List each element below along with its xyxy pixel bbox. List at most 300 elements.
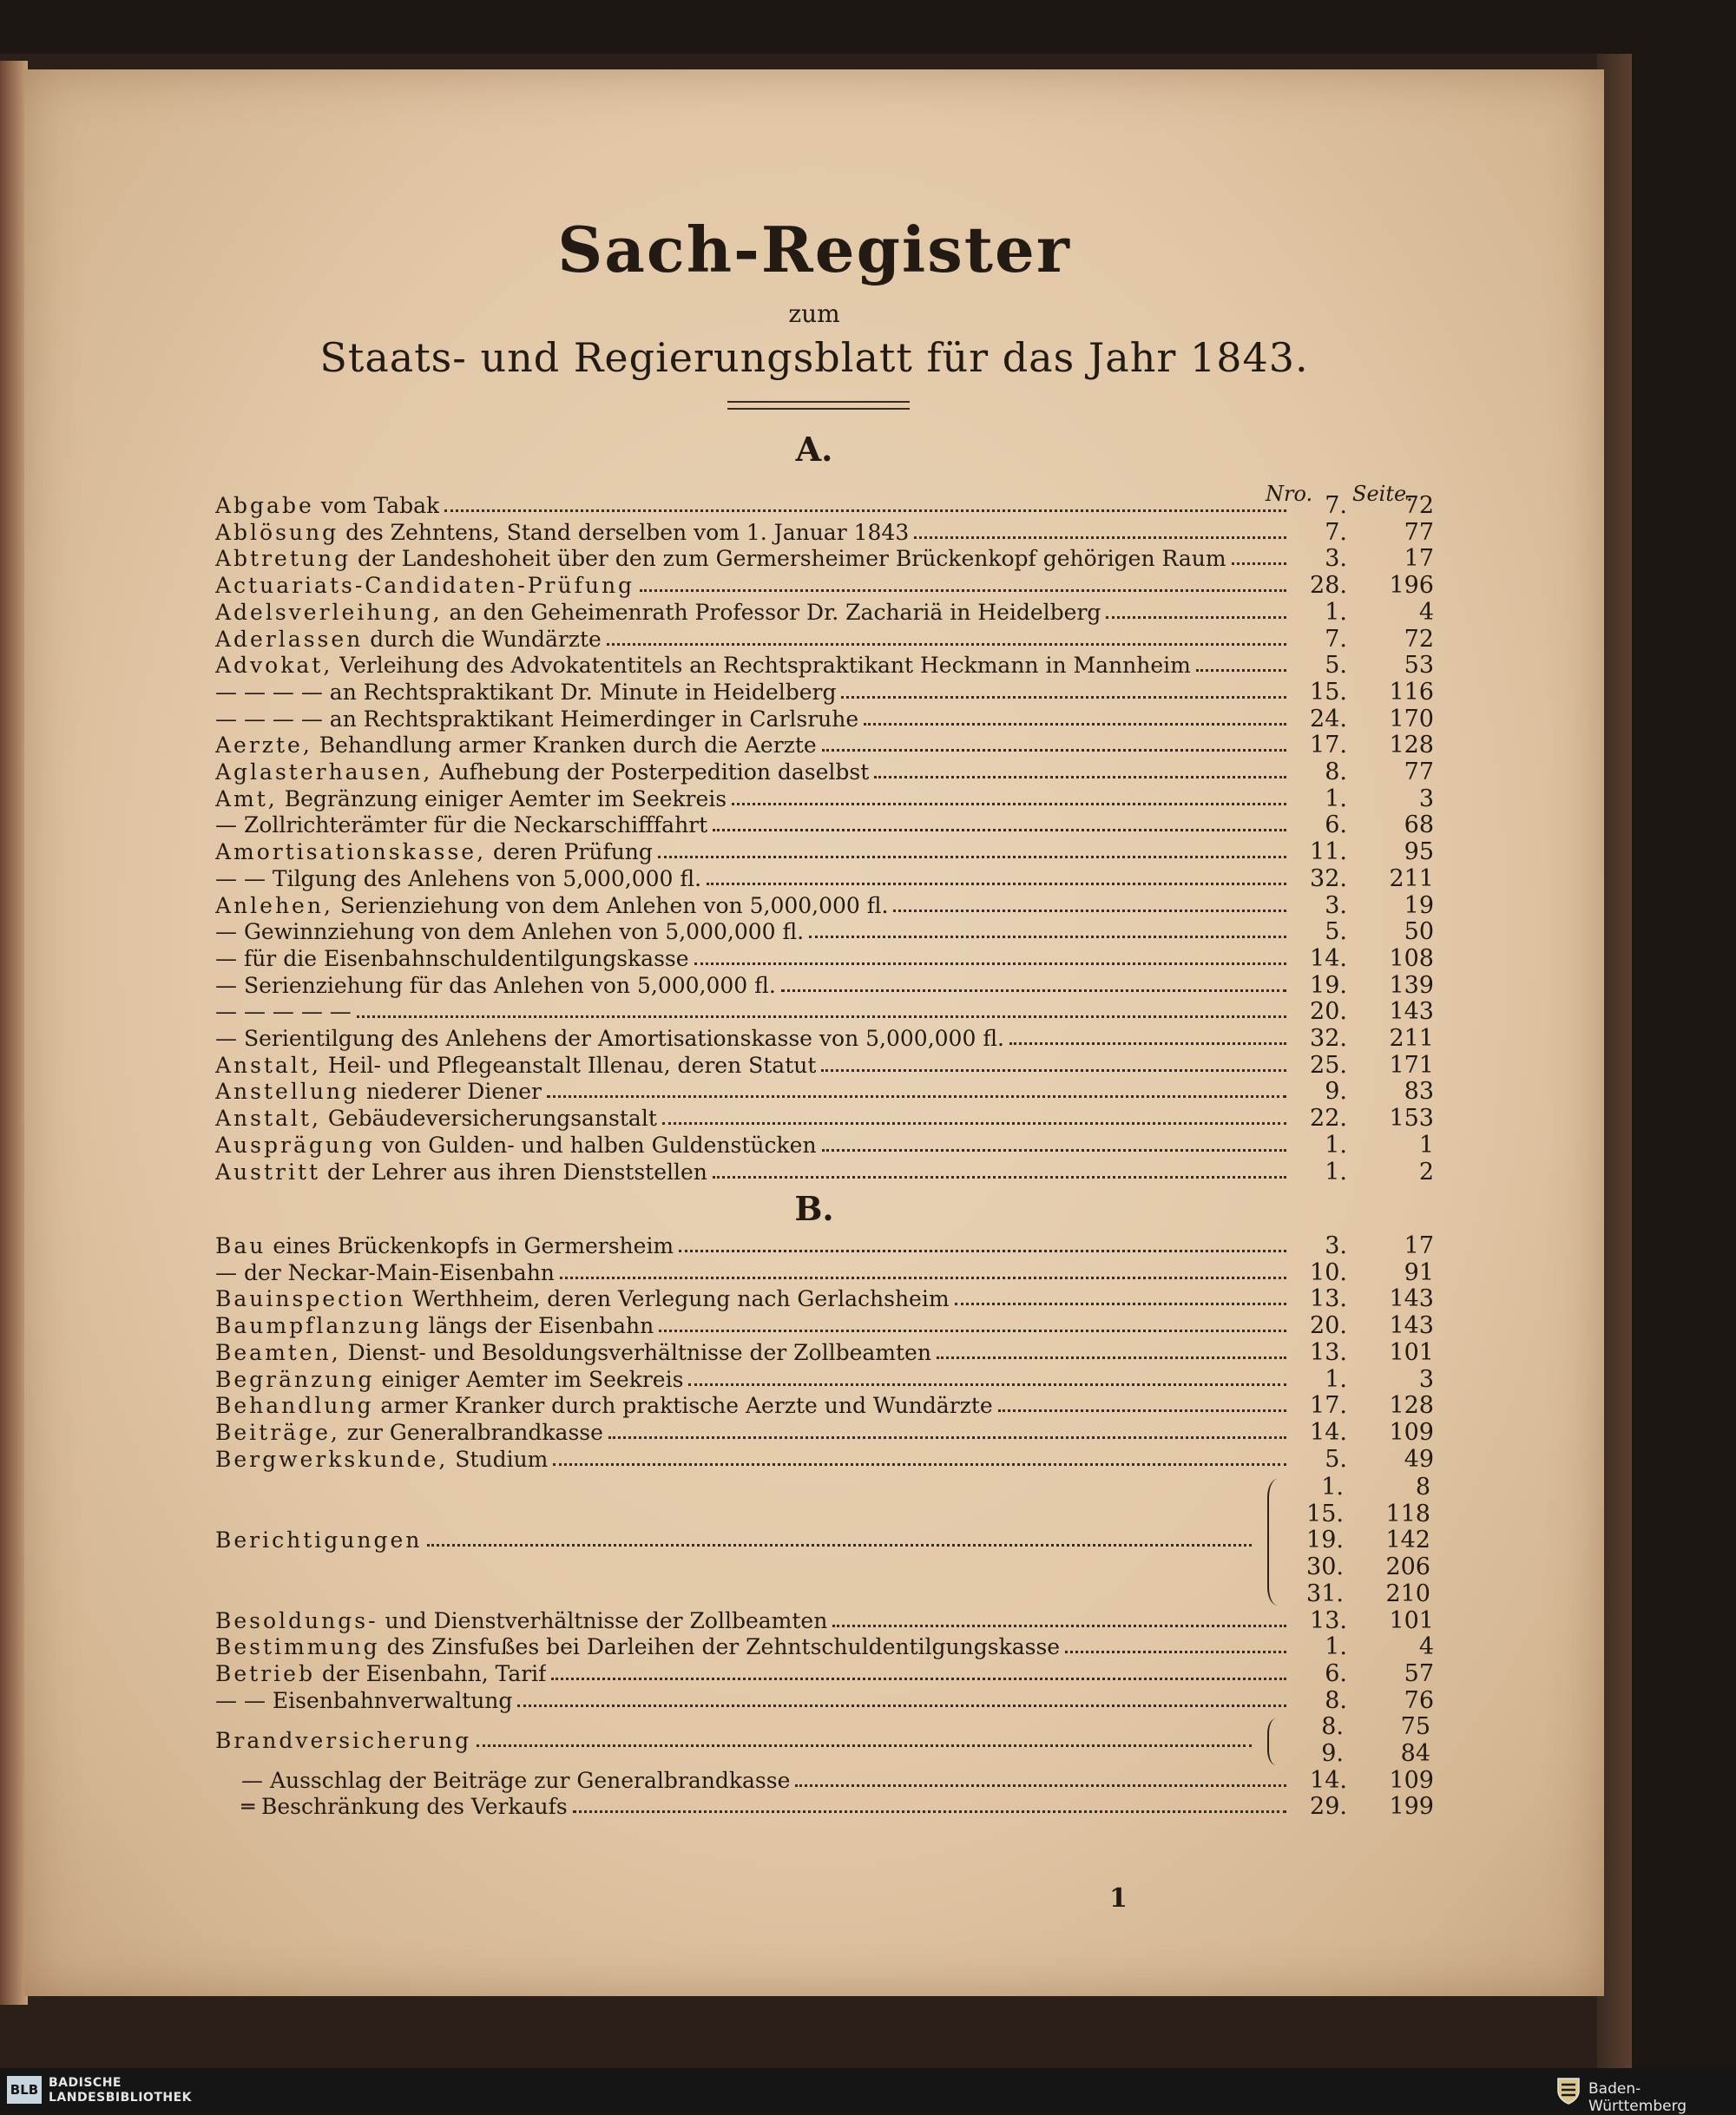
dot-leader (547, 1094, 1286, 1098)
dot-leader (955, 1302, 1286, 1305)
entry-page: 199 (1389, 1793, 1434, 1821)
entry-text (241, 1767, 790, 1794)
dot-leader (998, 1409, 1286, 1412)
entry-number: 32. (1310, 864, 1347, 892)
entry-page: 3 (1418, 1365, 1434, 1393)
entry-number: 1. (1325, 1633, 1347, 1661)
entry-page: 17 (1404, 1232, 1434, 1259)
register-entry (215, 1366, 1434, 1393)
entry-page: 101 (1389, 1606, 1434, 1634)
entry-description: — Serientilgung des Anlehens der Amortisationskasse von 5,000,000 fl. (215, 1026, 1004, 1051)
register-entry (215, 1633, 1434, 1660)
register-entry (215, 1312, 1434, 1339)
register-entry (215, 1607, 1434, 1634)
register-entry (215, 1025, 1434, 1052)
entry-number: 8. (1321, 1713, 1344, 1741)
entry-term: Behandlung (215, 1393, 374, 1419)
entry-page: 170 (1389, 705, 1434, 732)
entry-number: 13. (1310, 1285, 1347, 1313)
entry-term: Abtretung (215, 546, 352, 572)
entry-description: einiger Aemter im Seekreis (374, 1366, 684, 1392)
register-reference (1288, 1501, 1434, 1527)
section-letter-b: B. (794, 1189, 834, 1228)
entry-term: Abgabe (215, 493, 314, 518)
entry-number: 31. (1306, 1580, 1344, 1607)
entry-text (215, 545, 1226, 572)
dot-leader (662, 1121, 1286, 1125)
dot-leader (427, 1543, 1252, 1547)
entry-number: 32. (1310, 1025, 1347, 1052)
dot-leader (679, 1249, 1286, 1252)
entry-term: Aderlassen (215, 626, 364, 652)
entry-page: 101 (1389, 1338, 1434, 1366)
entry-term: Betrieb (215, 1660, 315, 1686)
entry-page: 109 (1389, 1418, 1434, 1446)
entry-number: 28. (1310, 572, 1347, 600)
dot-leader (821, 1068, 1286, 1072)
entry-description: vom Tabak (313, 493, 440, 518)
entry-description: durch die Wundärzte (363, 626, 602, 652)
entry-page: 206 (1385, 1553, 1430, 1581)
entry-page: 211 (1389, 1025, 1434, 1052)
register-entry (215, 1052, 1434, 1079)
dot-leader (893, 909, 1286, 912)
entry-number: 17. (1310, 1392, 1347, 1420)
entry-page: 4 (1418, 1633, 1434, 1661)
entry-term: Amortisationskasse, (215, 839, 487, 865)
entry-page: 196 (1389, 572, 1434, 600)
entry-page: 153 (1389, 1105, 1434, 1133)
entry-term: Beiträge, (215, 1419, 340, 1445)
entry-page: 108 (1389, 944, 1434, 972)
entry-page: 128 (1389, 1392, 1434, 1420)
entry-text (215, 892, 888, 919)
register-reference (1288, 1580, 1434, 1607)
column-header-page: Seite. (1352, 482, 1413, 506)
entry-term: Adelsverleihung, (215, 599, 443, 625)
title-rule-top (727, 401, 910, 403)
entry-number: 8. (1325, 1686, 1347, 1714)
entry-page: 3 (1418, 785, 1434, 812)
entry-text (215, 1527, 422, 1553)
register-reference (1288, 1740, 1434, 1767)
page-title: Sach-Register (557, 213, 1071, 286)
entry-page: 8 (1415, 1474, 1430, 1501)
entry-text (215, 972, 776, 999)
entry-text (215, 1607, 827, 1634)
entry-number: 20. (1310, 1312, 1347, 1340)
entry-description: Begränzung einiger Aemter im Seekreis (277, 785, 727, 811)
entry-term: Ablösung (215, 519, 339, 545)
entry-description: von Gulden- und halben Guldenstücken (375, 1132, 817, 1158)
entry-page: 142 (1385, 1527, 1430, 1554)
entry-text (215, 679, 836, 706)
dot-leader (1065, 1650, 1286, 1653)
entry-number: 1. (1325, 598, 1347, 626)
entry-term: Beamten, (215, 1339, 341, 1365)
register-reference (1288, 1527, 1434, 1553)
entry-number: 19. (1310, 971, 1347, 999)
entry-description: Werthheim, deren Verlegung nach Gerlachsheim (405, 1286, 950, 1312)
dot-leader (832, 1624, 1286, 1627)
register-entry-berichtigungen (215, 1527, 1257, 1553)
entry-term: Bau (215, 1233, 266, 1258)
entry-description: — — — — an Rechtspraktikant Heimerdinger in Carlsruhe (215, 706, 859, 732)
dot-leader (864, 722, 1286, 726)
entry-description: — — — — — (215, 999, 352, 1025)
dot-leader (713, 828, 1286, 831)
title-connector: zum (788, 299, 840, 328)
entry-description: zur Generalbrandkasse (339, 1419, 603, 1445)
entry-page: 128 (1389, 732, 1434, 759)
entry-text (215, 732, 817, 759)
entry-text (215, 1366, 683, 1393)
entry-number: 15. (1306, 1500, 1344, 1527)
entry-text (215, 1052, 816, 1079)
entry-number: 1. (1325, 1365, 1347, 1393)
entry-number: 30. (1306, 1553, 1344, 1581)
register-entry (215, 1159, 1434, 1186)
dot-leader (1196, 668, 1286, 672)
entry-page: 139 (1389, 971, 1434, 999)
register-reference (1288, 1713, 1434, 1740)
entry-term: Anstalt, (215, 1052, 321, 1078)
register-entry (241, 1793, 1434, 1820)
register-entry (215, 626, 1434, 653)
register-entry (215, 785, 1434, 812)
dot-leader (477, 1744, 1252, 1747)
register-entry (215, 838, 1434, 865)
register-entry (215, 572, 1434, 599)
entry-text (215, 1727, 471, 1754)
entry-page: 76 (1404, 1686, 1434, 1714)
entry-description: Studium (448, 1446, 549, 1472)
entry-page: 84 (1400, 1740, 1430, 1767)
dot-leader (1106, 615, 1286, 619)
entry-text (215, 1312, 654, 1339)
entry-page: 1 (1418, 1131, 1434, 1159)
entry-description: — Ausschlag der Beiträge zur Generalbrandkasse (241, 1767, 791, 1793)
register-entry (215, 1105, 1434, 1132)
book-page (24, 69, 1604, 1996)
entry-page: 50 (1404, 918, 1434, 946)
entry-term: Anstalt, (215, 1106, 321, 1132)
entry-text (215, 626, 602, 653)
entry-text (215, 1159, 707, 1186)
entry-number: 20. (1310, 998, 1347, 1026)
entry-text (215, 1105, 657, 1132)
entry-text (215, 838, 653, 865)
entry-page: 68 (1404, 811, 1434, 839)
entry-page: 72 (1404, 625, 1434, 653)
entry-text (215, 1285, 950, 1312)
column-header-nr: Nro. (1266, 482, 1313, 506)
entry-number: 3. (1325, 891, 1347, 919)
entry-description: niederer Diener (359, 1079, 542, 1105)
entry-number: 10. (1310, 1258, 1347, 1286)
entry-text (215, 1687, 512, 1714)
register-reference (1288, 1553, 1434, 1580)
entry-description: — — Tilgung des Anlehens von 5,000,000 fl. (215, 865, 702, 891)
entry-number: 22. (1310, 1105, 1347, 1133)
entry-description: — für die Eisenbahnschuldentilgungskasse (215, 945, 689, 971)
entry-number: 5. (1325, 918, 1347, 946)
library-name-line1: BADISCHE (49, 2076, 122, 2090)
entry-description: und Dienstverhältnisse der Zollbeamten (378, 1607, 828, 1633)
dot-leader (1232, 562, 1286, 565)
entry-text (215, 492, 439, 519)
register-entry (215, 1660, 1434, 1687)
register-entry (215, 732, 1434, 759)
register-entry (215, 865, 1434, 892)
entry-page: 143 (1389, 998, 1434, 1026)
entry-description: — der Neckar-Main-Eisenbahn (215, 1259, 555, 1285)
entry-description: — Gewinnziehung von dem Anlehen von 5,000,000 fl. (215, 919, 805, 945)
entry-number: 24. (1310, 705, 1347, 732)
entry-number: 8. (1325, 759, 1347, 785)
entry-number: 5. (1325, 652, 1347, 680)
register-entry (215, 972, 1434, 999)
register-entry (215, 892, 1434, 919)
dot-leader (658, 855, 1286, 858)
entry-description: — Zollrichterämter für die Neckarschifffahrt (215, 812, 708, 838)
register-entry-brandversicherung (215, 1727, 1257, 1754)
register-entry (215, 545, 1434, 572)
entry-term: Advokat, (215, 653, 333, 679)
entry-page: 53 (1404, 652, 1434, 680)
entry-description: ═ Beschränkung des Verkaufs (241, 1794, 568, 1820)
entry-page: 210 (1385, 1580, 1430, 1607)
dot-leader (707, 882, 1286, 885)
entry-text (215, 652, 1191, 679)
entry-term: Anlehen, (215, 892, 333, 918)
entry-number: 11. (1310, 838, 1347, 866)
entry-number: 3. (1325, 545, 1347, 573)
register-reference (1288, 1474, 1434, 1501)
entry-page: 17 (1404, 545, 1434, 573)
entry-page: 143 (1389, 1312, 1434, 1340)
entry-term: Bestimmung (215, 1634, 380, 1660)
register-entry (215, 1687, 1434, 1714)
entry-page: 72 (1404, 492, 1434, 519)
entry-number: 3. (1325, 1232, 1347, 1259)
entry-number: 7. (1325, 625, 1347, 653)
entry-text (215, 785, 727, 812)
dot-leader (822, 748, 1286, 752)
register-entry (215, 519, 1434, 546)
entry-text (215, 1660, 546, 1687)
register-entry (215, 492, 1434, 519)
register-entry (215, 679, 1434, 706)
entry-number: 5. (1325, 1445, 1347, 1473)
entry-description: des Zinsfußes bei Darleihen der Zehntschuldentilgungskasse (379, 1634, 1061, 1660)
entry-text (215, 945, 689, 972)
dot-leader (688, 1383, 1286, 1386)
entry-page: 211 (1389, 864, 1434, 892)
entry-page: 77 (1404, 518, 1434, 546)
dot-leader (809, 935, 1286, 938)
entry-term: Baumpflanzung (215, 1313, 422, 1339)
entry-number: 25. (1310, 1051, 1347, 1079)
register-entry (215, 945, 1434, 972)
dot-leader (640, 588, 1286, 592)
entry-description: der Eisenbahn, Tarif (314, 1660, 547, 1686)
entry-text (215, 759, 869, 785)
entry-page: 4 (1418, 598, 1434, 626)
entry-page: 77 (1404, 759, 1434, 785)
dot-leader (914, 535, 1286, 539)
register-entry (215, 706, 1434, 732)
dot-leader (795, 1783, 1286, 1787)
dot-leader (560, 1276, 1286, 1279)
library-logo[interactable]: BLB (7, 2076, 42, 2104)
entry-page: 91 (1404, 1258, 1434, 1286)
entry-page: 143 (1389, 1285, 1434, 1313)
dot-leader (822, 1148, 1286, 1152)
library-name-line2: LANDESBIBLIOTHEK (49, 2091, 193, 2105)
entry-number: 1. (1325, 785, 1347, 812)
register-entry (215, 1339, 1434, 1366)
entry-text (215, 1025, 1004, 1052)
dot-leader (937, 1356, 1286, 1359)
entry-page: 95 (1404, 838, 1434, 866)
register-entry (215, 599, 1434, 626)
entry-number: 9. (1325, 1078, 1347, 1106)
bracket-brandversicherung (1267, 1718, 1276, 1764)
entry-description: Dienst- und Besoldungsverhältnisse der Zollbeamten (340, 1339, 931, 1365)
dot-leader (841, 695, 1286, 699)
footer-bar (0, 2068, 1736, 2115)
entry-text (215, 1419, 603, 1446)
entry-number: 14. (1310, 944, 1347, 972)
page-number: 1 (1109, 1883, 1128, 1914)
entry-description: Verleihung des Advokatentitels an Rechtspraktikant Heckmann in Mannheim (332, 653, 1191, 679)
entry-page: 57 (1404, 1659, 1434, 1687)
entry-number: 7. (1325, 492, 1347, 519)
dot-leader (694, 962, 1286, 965)
section-letter-a: A. (795, 430, 833, 469)
entry-description: — Serienziehung für das Anlehen von 5,000,000 fl. (215, 972, 776, 998)
entry-description: Gebäudeversicherungsanstalt (320, 1106, 657, 1132)
entry-number: 13. (1310, 1606, 1347, 1634)
entry-page: 2 (1418, 1158, 1434, 1186)
register-entry (241, 1767, 1434, 1794)
entry-page: 83 (1404, 1078, 1434, 1106)
entry-number: 7. (1325, 518, 1347, 546)
entry-text (215, 1392, 993, 1419)
entry-number: 1. (1325, 1131, 1347, 1159)
entry-text (215, 1633, 1060, 1660)
entry-term: Austritt (215, 1159, 321, 1185)
register-entry (215, 1446, 1434, 1473)
entry-text (241, 1793, 568, 1820)
entry-number: 6. (1325, 811, 1347, 839)
entry-description: — — Eisenbahnverwaltung (215, 1687, 513, 1713)
entry-text (215, 1339, 931, 1366)
register-entry (215, 811, 1434, 838)
register-entry (215, 998, 1434, 1025)
register-entry (215, 918, 1434, 945)
register-entry (215, 1392, 1434, 1419)
entry-number: 9. (1321, 1740, 1344, 1767)
entry-page: 171 (1389, 1051, 1434, 1079)
entry-term: Aglasterhausen, (215, 759, 433, 785)
entry-description: an den Geheimenrath Professor Dr. Zachariä in Heidelberg (442, 599, 1101, 625)
register-entry (215, 1259, 1434, 1286)
entry-description: deren Prüfung (486, 839, 653, 865)
entry-page: 116 (1389, 678, 1434, 706)
dot-leader (608, 1435, 1286, 1439)
entry-number: 29. (1310, 1793, 1347, 1821)
entry-text (215, 1259, 555, 1286)
register-entry (215, 1419, 1434, 1446)
state-name: Baden-Württemberg (1588, 2080, 1687, 2115)
register-entry (215, 759, 1434, 785)
entry-description: längs der Eisenbahn (421, 1313, 654, 1339)
entry-text (215, 1132, 817, 1159)
entry-description: Behandlung armer Kranken durch die Aerzte (312, 732, 817, 759)
register-entry (215, 1232, 1434, 1259)
dot-leader (732, 802, 1286, 805)
dot-leader (607, 642, 1286, 646)
register-entry (215, 652, 1434, 679)
page-subtitle: Staats- und Regierungsblatt für das Jahr 1843. (319, 334, 1309, 381)
entry-number: 1. (1325, 1158, 1347, 1186)
entry-number: 13. (1310, 1338, 1347, 1366)
entry-description: der Landeshoheit über den zum Germersheimer Brückenkopf gehörigen Raum (351, 546, 1226, 572)
dot-leader (517, 1704, 1286, 1707)
entry-term: Bauinspection (215, 1286, 406, 1312)
entry-text (215, 918, 804, 945)
dot-leader (553, 1462, 1286, 1466)
register-entry (215, 1285, 1434, 1312)
entry-page: 118 (1385, 1500, 1430, 1527)
coat-of-arms-icon (1554, 2075, 1583, 2105)
register-entry (215, 1132, 1434, 1159)
entry-text (215, 865, 701, 892)
entry-description: des Zehntens, Stand derselben vom 1. Januar 1843 (339, 519, 910, 545)
entry-term: Aerzte, (215, 732, 312, 759)
entry-term: Besoldungs- (215, 1607, 378, 1633)
dot-leader (1009, 1041, 1286, 1045)
dot-leader (659, 1329, 1286, 1332)
entry-term: Brandversicherung (215, 1727, 472, 1753)
entry-term: Ausprägung (215, 1132, 376, 1158)
entry-description: der Lehrer aus ihren Dienststellen (320, 1159, 707, 1185)
entry-text (215, 519, 909, 546)
entry-text (215, 706, 858, 732)
dot-leader (874, 775, 1286, 778)
entry-text (215, 811, 707, 838)
title-rule-bottom (727, 408, 910, 410)
entry-number: 1. (1321, 1474, 1344, 1501)
dot-leader (781, 989, 1286, 992)
entry-description: Heil- und Pflegeanstalt Illenau, deren Statut (320, 1052, 817, 1078)
entry-description: armer Kranker durch praktische Aerzte und Wundärzte (373, 1393, 993, 1419)
dot-leader (444, 509, 1286, 512)
entry-text (215, 1446, 548, 1473)
entry-description: Serienziehung von dem Anlehen von 5,000,000 fl. (332, 892, 889, 918)
entry-text (215, 599, 1101, 626)
entry-number: 14. (1310, 1418, 1347, 1446)
entry-number: 15. (1310, 678, 1347, 706)
dot-leader (551, 1677, 1286, 1680)
entry-number: 19. (1306, 1527, 1344, 1554)
entry-term: Berichtigungen (215, 1527, 423, 1553)
entry-text (215, 1078, 542, 1105)
entry-number: 14. (1310, 1766, 1347, 1794)
dot-leader (573, 1810, 1286, 1813)
